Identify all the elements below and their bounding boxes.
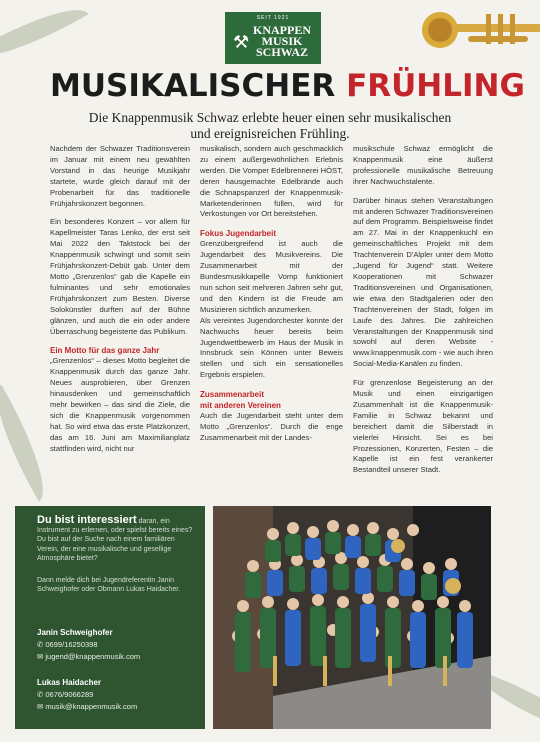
phone-2: 0676/9066289 (45, 690, 94, 699)
logo-line-1: KNAPPEN (253, 23, 311, 37)
headline (50, 68, 525, 104)
interest-heading: Du bist interessiert (37, 514, 137, 526)
email-1: jugend@knappenmusik.com (45, 652, 141, 661)
interest-text (37, 516, 195, 563)
trumpet-image (418, 6, 540, 66)
youth-orchestra-photo (213, 506, 491, 729)
logo-since: SEIT 1921 (256, 15, 290, 21)
paragraph: musikschule Schwaz ermöglicht die Knappenmusik eine äußerst professionelle musikalische Betreuung ihrer Nachwuchstalente. (353, 144, 493, 186)
phone-line-2[interactable] (37, 690, 93, 699)
article-column-1 (50, 144, 190, 463)
email-line-1[interactable] (37, 652, 140, 661)
contact-name-1: Janin Schweighofer (37, 628, 113, 637)
paragraph: Auch die Jugendarbeit steht unter dem Motto „Grenzenlos“. Durch die enge Zusammenarbeit mit der Landes- (200, 411, 343, 442)
logo-line-2: MUSIK (261, 34, 303, 48)
knappenmusik-logo (225, 12, 321, 64)
paragraph: „Grenzenlos“ – dieses Motto begleitet die Knappenmusik durch das ganze Jahr. Neues ausprobieren, über Grenzen hinausdenken und gemeinschaftlich mehr bewirken – das sind die Ziele, die sich die Knappenmusik vorgenommen hat. So wird etwa das erste Platzkonzert, das am 16. Juni am Maximilianplatz stattfinden wird, nicht nur (50, 356, 190, 453)
interest-body: daran, ein Instrument zu erlernen, oder spielst bereits eines? Du bist auf der Suche nach einem familiären Verein, der eine musikalische und gesellige Atmosphäre bietet? (37, 518, 193, 562)
hammer-pick-icon: ⚒ (233, 32, 250, 52)
article-column-3 (353, 144, 493, 484)
paragraph: Als vereintes Jugendorchester konnte der Nachwuchs heuer bereits beim Jugendwettbewerb im Haus der Musik in Innsbruck sein Können unter Beweis stellen und sich ein sensationelles Ergebnis erspielen. (200, 315, 343, 380)
phone-line-1[interactable] (37, 640, 98, 649)
logo-line-3: SCHWAZ (255, 45, 308, 59)
subheading: Fokus Jugendarbeit (200, 229, 277, 239)
paragraph: Darüber hinaus stehen Veranstaltungen mit anderen Schwazer Traditionsvereinen auf dem Programm. Beispielsweise findet am 27. Mai in der Knappenkuchl ein gemeinschaftliches Projekt mit dem Trachtenverein D'Alpler unter dem Motto „Jugend für Jugend“ statt. Weitere Kooperationen mit Schwazer Traditionsvereinen und Organisationen, wie etwa den Stadtgalerien oder den Trachtenvereinen der Stadt, folgen im Laufe des Jahres. Die zahlreichen Veranstaltungen der Knappenmusik sind sowohl auf deren Website - www.knappenmusik.com - wie auch ihren Social-Media-Kanälen zu finden. (353, 195, 493, 369)
email-2: musik@knappenmusik.com (45, 702, 138, 711)
paragraph: Ein besonderes Konzert – vor allem für Kapellmeister Taras Lenko, der erst seit Mai 2022 den Taktstock bei der Knappenmusik schwingt und somit sein Frühjahrskonzert-Debüt gab. Unter dem Motto „Grenzenlos“ gab die Kapelle ein fulminantes und sehr emotionales Frühjahrskonzert zum Besten. Diverse Solokünstler durften auf der Bühne glänzen, und auch die ein oder andere Überraschung begeisterte das Publikum. (50, 217, 190, 336)
headline-part-1: MUSIKALISCHER (50, 68, 336, 104)
subheading: mit anderen Vereinen (200, 401, 281, 411)
email-line-2[interactable] (37, 702, 137, 711)
lead-text: Die Knappenmusik Schwaz erlebte heuer einen sehr musikalischen und ereignisreichen Frühling. (88, 110, 452, 141)
paragraph: musikalisch, sondern auch geschmacklich zu einem außergewöhnlichen Erlebnis werden. Die Vomper Edelbrennerei HÖST, deren hausgemachte Edelbrände auch die Schnapspanzerl der Knappenmusik-Marketenderinnen füllen, wird für Verkostungen vor Ort bereitstehen. (200, 144, 343, 219)
subheading: Ein Motto für das ganze Jahr (50, 346, 160, 356)
leaf-decoration (0, 0, 88, 74)
phone-icon: ✆ (37, 640, 44, 649)
contact-text: Dann melde dich bei Jugendreferentin Janin Schweighofer oder Obmann Lukas Haidacher. (37, 577, 181, 594)
paragraph: Nachdem der Schwazer Traditionsverein im Januar mit einem neu gewählten Vorstand in das heurige Musikjahr startete, wurde gleich darauf mit der Probenarbeit für das traditionelle Frühjahrskonzert begonnen. (50, 144, 190, 208)
phone-1: 0699/16250398 (45, 640, 98, 649)
headline-part-2: FRÜHLING (346, 68, 525, 104)
paragraph: Für grenzenlose Begeisterung an der Musik und einen einzigartigen Zusammenhalt ist die Knappenmusik-Familie in Schwaz bekannt und bereichert damit die Silberstadt in vielerlei Hinsicht. Sei es bei Prozessionen, Konzerten, Festen – die Kapelle ist ein fest verankerter Bestandteil unserer Stadt. (353, 378, 493, 475)
contact-name-2: Lukas Haidacher (37, 678, 102, 687)
subheading: Zusammenarbeit (200, 390, 265, 400)
email-icon: ✉ (37, 652, 44, 661)
article-column-2 (200, 144, 343, 452)
phone-icon: ✆ (37, 690, 44, 699)
contact-box (15, 506, 205, 729)
email-icon: ✉ (37, 702, 44, 711)
paragraph: Grenzübergreifend ist auch die Jugendarbeit des Musikvereins. Die Zusammenarbeit mit der Bundesmusikkapelle Vomp funktioniert nun schon seit mehreren Jahren sehr gut, und den Kindern ist die Freude am Musizieren sichtlich anzumerken. (200, 239, 343, 314)
